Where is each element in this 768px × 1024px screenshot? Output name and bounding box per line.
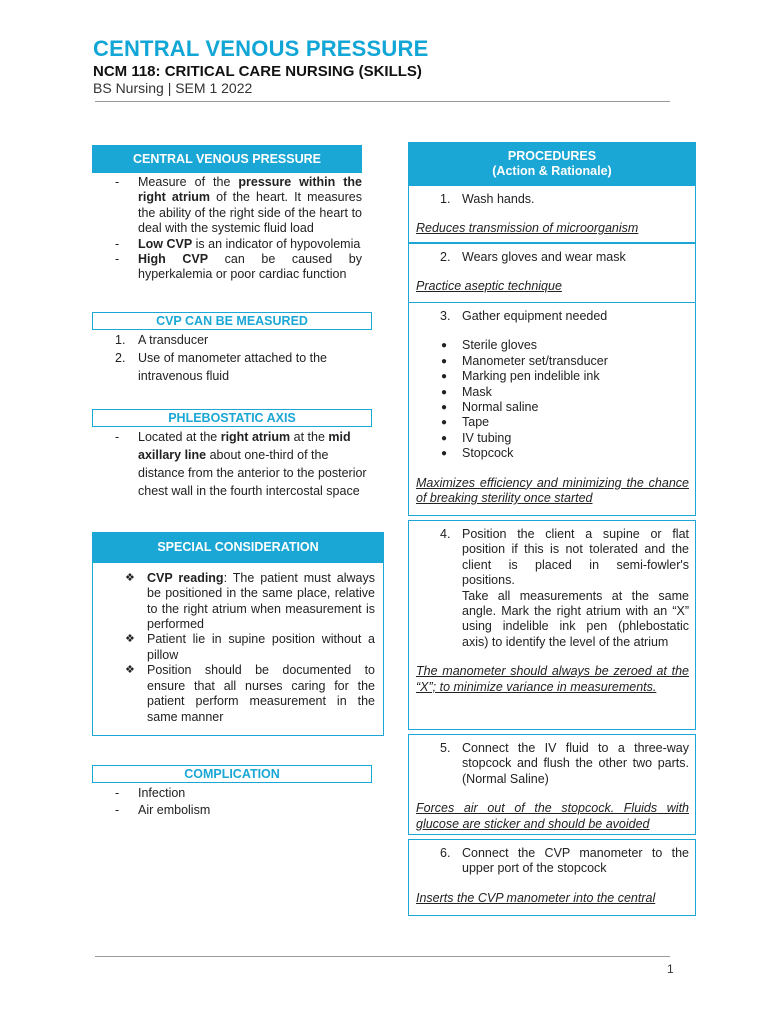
list-item: ● Normal saline — [441, 400, 539, 415]
list-item: - Measure of the pressure within the right atrium of the heart. It measures the ability of the right side of the heart to deal with the systemic fluid load — [115, 175, 362, 236]
equipment-list — [416, 338, 689, 461]
rationale-text: Forces air out of the stopcock. Fluids with glucose are sticker and should be avoided — [416, 801, 689, 831]
diamond-bullet-icon: ❖ — [125, 664, 135, 677]
header-divider — [95, 101, 670, 102]
procedure-step: 6. Connect the CVP manometer to the upper port of the stopcock Inserts the CVP manometer into the central — [408, 839, 696, 916]
procedures-column — [408, 142, 696, 916]
special-heading: SPECIAL CONSIDERATION — [92, 532, 384, 562]
list-item: - High CVP can be caused by hyperkalemia or poor cardiac function — [115, 252, 362, 282]
list-item: ● IV tubing — [441, 430, 512, 445]
rationale-text: Reduces transmission of microorganism — [416, 221, 639, 236]
list-item: ❖ Patient lie in supine position without a pillow — [125, 632, 375, 662]
list-item: ● Mask — [441, 384, 492, 399]
measured-heading: CVP CAN BE MEASURED — [92, 312, 372, 330]
special-list — [93, 571, 375, 725]
list-item: ● Sterile gloves — [441, 338, 538, 353]
measured-list — [92, 331, 372, 385]
complication-list — [92, 785, 384, 819]
page-number: 1 — [667, 962, 674, 976]
list-item: ● Manometer set/transducer — [441, 353, 608, 368]
list-item: ❖ Position should be documented to ensure that all nurses caring for the patient perform measurement in the same manner — [125, 663, 375, 724]
footer-divider — [95, 956, 670, 957]
procedure-step: 2. Wears gloves and wear mask Practice aseptic technique — [408, 243, 696, 303]
document-title: CENTRAL VENOUS PRESSURE — [93, 36, 429, 61]
list-item: ● Marking pen indelible ink — [441, 369, 600, 384]
semester-line: BS Nursing | SEM 1 2022 — [93, 80, 253, 96]
list-item: - Infection — [115, 785, 186, 800]
procedure-step: 3. Gather equipment needed ● Sterile gloves ● Manometer set/transducer ● Marking pen indelible ink ● Mask ● Normal saline ● Tape ● IV tubing ● Stopcock Maximizes efficiency and minimizing the chance of breaking sterility once started — [408, 303, 696, 516]
list-item: - Air embolism — [115, 802, 211, 817]
list-item: - Located at the right atrium at the mid axillary line about one-third of the distance from the anterior to the posterior chest wall in the fourth intercostal space — [115, 429, 367, 498]
procedures-title: PROCEDURES — [507, 149, 597, 163]
procedure-step: 4. Position the client a supine or flat position if this is not tolerated and the client is placed in semi-fowler's positions. Take all measurements at the same angle. Mark the right atrium with an “X” using indelible ink pen (phlebostatic axis) to identify the level of the atrium The manometer should always be zeroed at the “X”; to minimize variance in measurements. — [408, 520, 696, 730]
rationale-text: Practice aseptic technique — [416, 279, 562, 294]
course-subtitle: NCM 118: CRITICAL CARE NURSING (SKILLS) — [93, 63, 422, 80]
special-box — [92, 562, 384, 736]
definition-heading: CENTRAL VENOUS PRESSURE — [92, 145, 362, 173]
list-item: ● Stopcock — [441, 446, 514, 461]
list-item: ● Tape — [441, 415, 490, 430]
procedure-step: 1. Wash hands. Reduces transmission of microorganism — [408, 186, 696, 243]
diamond-bullet-icon: ❖ — [125, 571, 135, 584]
procedures-subtitle: (Action & Rationale) — [492, 164, 612, 178]
list-item: ❖ CVP reading: The patient must always be positioned in the same place, relative to the right atrium when measurement is performed — [125, 570, 375, 632]
procedure-step: 5. Connect the IV fluid to a three-way stopcock and flush the other two parts. (Normal Saline) Forces air out of the stopcock. Fluids with glucose are sticker and should be avoided — [408, 734, 696, 835]
procedures-heading — [408, 142, 696, 186]
rationale-text: The manometer should always be zeroed at the “X”; to minimize variance in measurements. — [416, 664, 689, 694]
phlebostatic-heading: PHLEBOSTATIC AXIS — [92, 409, 372, 427]
list-item: 1. A transducer — [115, 332, 209, 347]
rationale-text: Maximizes efficiency and minimizing the chance of breaking sterility once started — [416, 475, 689, 506]
rationale-text: Inserts the CVP manometer into the central — [416, 890, 656, 905]
phlebostatic-list — [92, 428, 372, 500]
definition-list — [92, 175, 362, 283]
left-column — [92, 145, 384, 819]
complication-heading: COMPLICATION — [92, 765, 372, 783]
diamond-bullet-icon: ❖ — [125, 633, 135, 646]
list-item: - Low CVP is an indicator of hypovolemia — [115, 236, 361, 251]
document-header — [93, 36, 673, 97]
list-item: 2. Use of manometer attached to the intravenous fluid — [115, 350, 327, 383]
